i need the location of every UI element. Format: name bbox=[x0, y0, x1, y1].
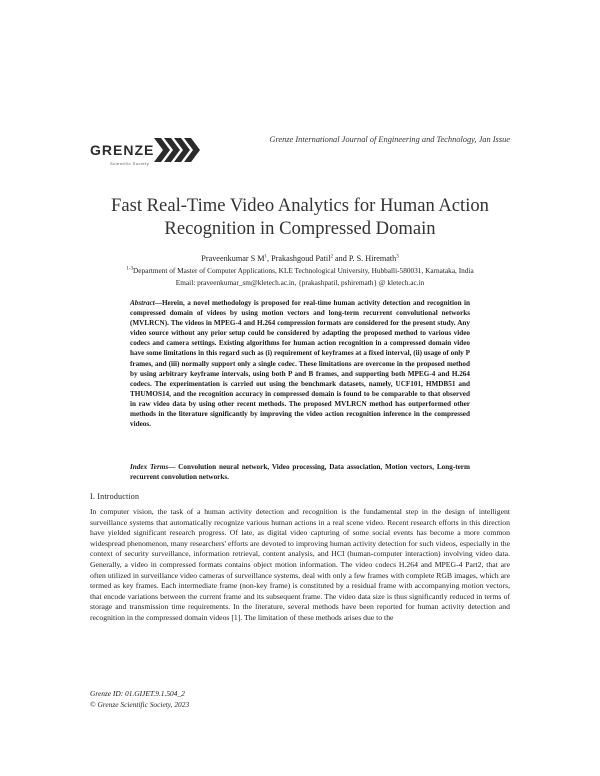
index-terms bbox=[130, 462, 470, 482]
logo-wordmark: GRENZE bbox=[90, 142, 155, 158]
author-3: P. S. Hiremath bbox=[348, 254, 397, 263]
affiliation-sup: 1-3 bbox=[126, 266, 133, 272]
journal-name: Grenze International Journal of Engineering and Technology, Jan Issue bbox=[269, 135, 510, 144]
author-2: Prakashgoud Patil bbox=[271, 254, 331, 263]
grenze-id: Grenze ID: 01.GIJET.9.1.504_2 bbox=[90, 689, 185, 698]
author-2-sup: 2 bbox=[330, 254, 333, 260]
abstract-lead: Abstract bbox=[130, 299, 155, 307]
author-3-sup: 3 bbox=[396, 254, 399, 260]
footer bbox=[90, 688, 189, 710]
author-list bbox=[60, 254, 540, 263]
abstract-text: —Herein, a novel methodology is proposed for real-time human activity detection and recognition in compressed domain of videos by using motion vectors and long-term recurrent convolutional networks (MVLRCN). The videos in MPEG-4 and H.264 compression formats are considered for the present study. Any video source without any prior setup could be considered by adapting the proposed method to various video codecs and camera settings. Existing algorithms for human action recognition in a compressed domain video have some limitations in this regard such as (i) requirement of keyframes at a fixed interval, (ii) usage of only P frames, and (iii) normally support only a single codec. These limitations are overcome in the proposed method by using arbitrary keyframe intervals, using both P and B frames, and supporting both MPEG-4 and H.264 codecs. The experimentation is carried out using the benchmark datasets, namely, UCF101, HMDB51 and THUMOS14, and the recognition accuracy in compressed domain is found to be comparable to that observed in raw video data by using other recent methods. The proposed MVLRCN method has outperformed other methods in the literature significantly by improving the video action recognition inference in the compressed videos. bbox=[130, 299, 470, 429]
author-1: Praveenkumar S M bbox=[201, 254, 265, 263]
author-sep-1: , bbox=[267, 254, 272, 263]
logo-subtitle: Scientific Society bbox=[110, 161, 150, 166]
author-1-sup: 1 bbox=[264, 254, 268, 260]
introduction-text: In computer vision, the task of a human activity detection and recognition is the fundamental step in the design of intelligent surveillance systems that automatically recognize various human actions in a real scene video. Recent research efforts in this direction have yielded significant research progress. Of late, as digital video capturing of some social events has become a more common widespread phenomenon, many researchers' efforts are devoted to improving human activity detection for such videos, especially in the context of security surveillance, information retrieval, content analysis, and HCI (human-computer interaction) involving video data. Generally, a video in compressed formats contains object motion information. The video codecs H.264 and MPEG-4 Part2, that are often utilized in surveillance video cameras of surveillance systems, deal with only a few frames with complete RGB images, which are termed as key frames. Each intermediate frame (non-key frame) is constituted by a residual frame with accompanying motion vectors, that encode variations between the current frame and its subsequent frame. The video data size is thus significantly reduced in terms of storage and transmission time requirements. In the literature, several methods have been reported for human activity detection and recognition in the compressed domain videos [1]. The limitation of these methods arises due to the bbox=[90, 507, 510, 622]
email-line: Email: praveenkumar_sm@kletech.ac.in, {prakashpatil, pshiremath} @ kletech.ac.in bbox=[175, 278, 425, 287]
author-sep-2: and bbox=[332, 254, 349, 263]
abstract bbox=[130, 298, 470, 429]
affiliation bbox=[60, 266, 540, 275]
section-heading: I. Introduction bbox=[90, 492, 140, 501]
affiliation-text: Department of Master of Computer Applications, KLE Technological University, Hubballi-580031, Karnataka, India bbox=[132, 266, 474, 275]
chevrons-icon bbox=[154, 135, 200, 165]
index-terms-text: — Convolution neural network, Video processing, Data association, Motion vectors, Long-term recurrent convolution networks. bbox=[130, 463, 470, 482]
publisher-logo bbox=[90, 132, 202, 176]
title-line-1: Fast Real-Time Video Analytics for Human Action bbox=[111, 195, 489, 216]
title-line-2: Recognition in Compressed Domain bbox=[164, 218, 436, 239]
index-terms-lead: Index Terms bbox=[130, 463, 169, 471]
copyright: © Grenze Scientific Society, 2023 bbox=[90, 700, 190, 709]
paper-title bbox=[60, 194, 540, 240]
